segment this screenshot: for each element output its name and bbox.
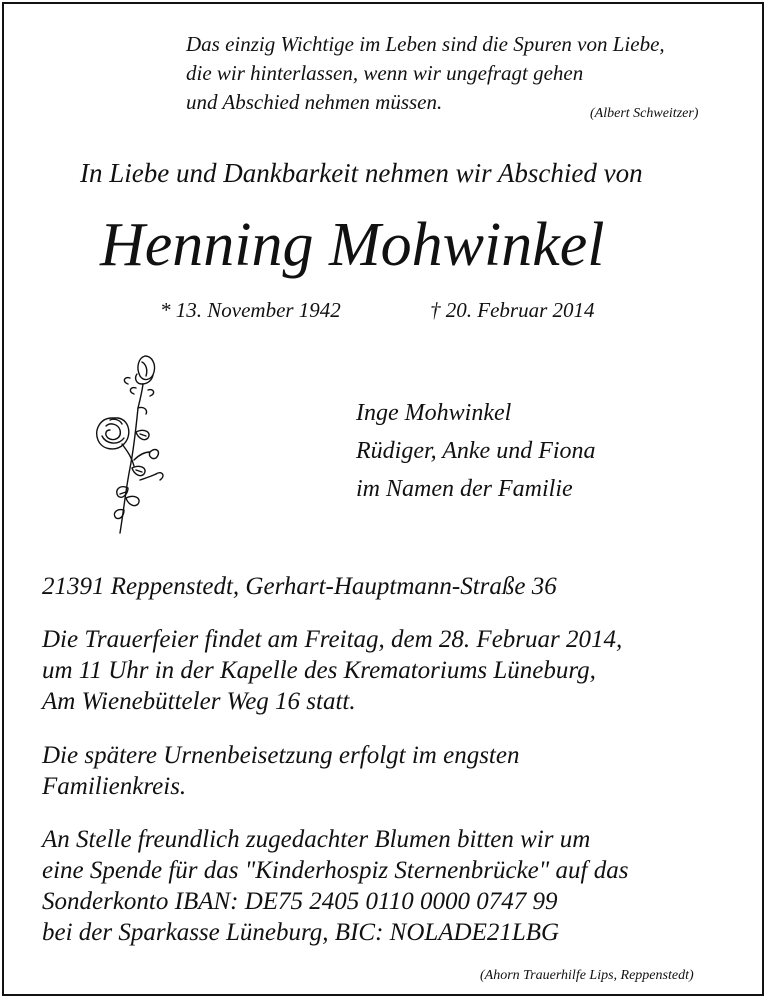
burial-info (42, 740, 519, 802)
donation-line: Sonderkonto IBAN: DE75 2405 0110 0000 0747 99 (42, 888, 558, 915)
rose-icon (90, 348, 180, 538)
mourner-line: im Namen der Familie (356, 476, 573, 502)
quote-line: die wir hinterlassen, wenn wir ungefragt gehen (186, 61, 584, 85)
donation-info (42, 824, 628, 948)
donation-line: eine Spende für das "Kinderhospiz Sternenbrücke" auf das (42, 857, 629, 884)
quote-line: und Abschied nehmen müssen. (186, 90, 443, 114)
burial-line: Familienkreis. (42, 773, 187, 800)
funeral-line: Die Trauerfeier findet am Freitag, dem 28. Februar 2014, (42, 626, 623, 653)
mourner-line: Rüdiger, Anke und Fiona (356, 438, 596, 464)
deceased-name: Henning Mohwinkel (100, 211, 605, 279)
funeral-info (42, 624, 622, 717)
footer-credit: (Ahorn Trauerhilfe Lips, Reppenstedt) (480, 968, 694, 983)
quote-author: (Albert Schweitzer) (590, 106, 699, 121)
address: 21391 Reppenstedt, Gerhart-Hauptmann-Straße 36 (42, 573, 557, 600)
funeral-line: um 11 Uhr in der Kapelle des Krematoriums Lüneburg, (42, 657, 596, 684)
mourners (356, 394, 596, 508)
intro-text: In Liebe und Dankbarkeit nehmen wir Abschied von (80, 158, 643, 188)
funeral-line: Am Wienebütteler Weg 16 statt. (42, 688, 356, 715)
donation-line: bei der Sparkasse Lüneburg, BIC: NOLADE21LBG (42, 919, 560, 946)
quote (186, 30, 665, 117)
birth-date: * 13. November 1942 (160, 298, 341, 322)
donation-line: An Stelle freundlich zugedachter Blumen bitten wir um (42, 826, 591, 853)
quote-line: Das einzig Wichtige im Leben sind die Spuren von Liebe, (186, 32, 665, 56)
burial-line: Die spätere Urnenbeisetzung erfolgt im engsten (42, 742, 520, 769)
mourner-line: Inge Mohwinkel (356, 400, 512, 426)
death-date: † 20. Februar 2014 (430, 298, 595, 322)
